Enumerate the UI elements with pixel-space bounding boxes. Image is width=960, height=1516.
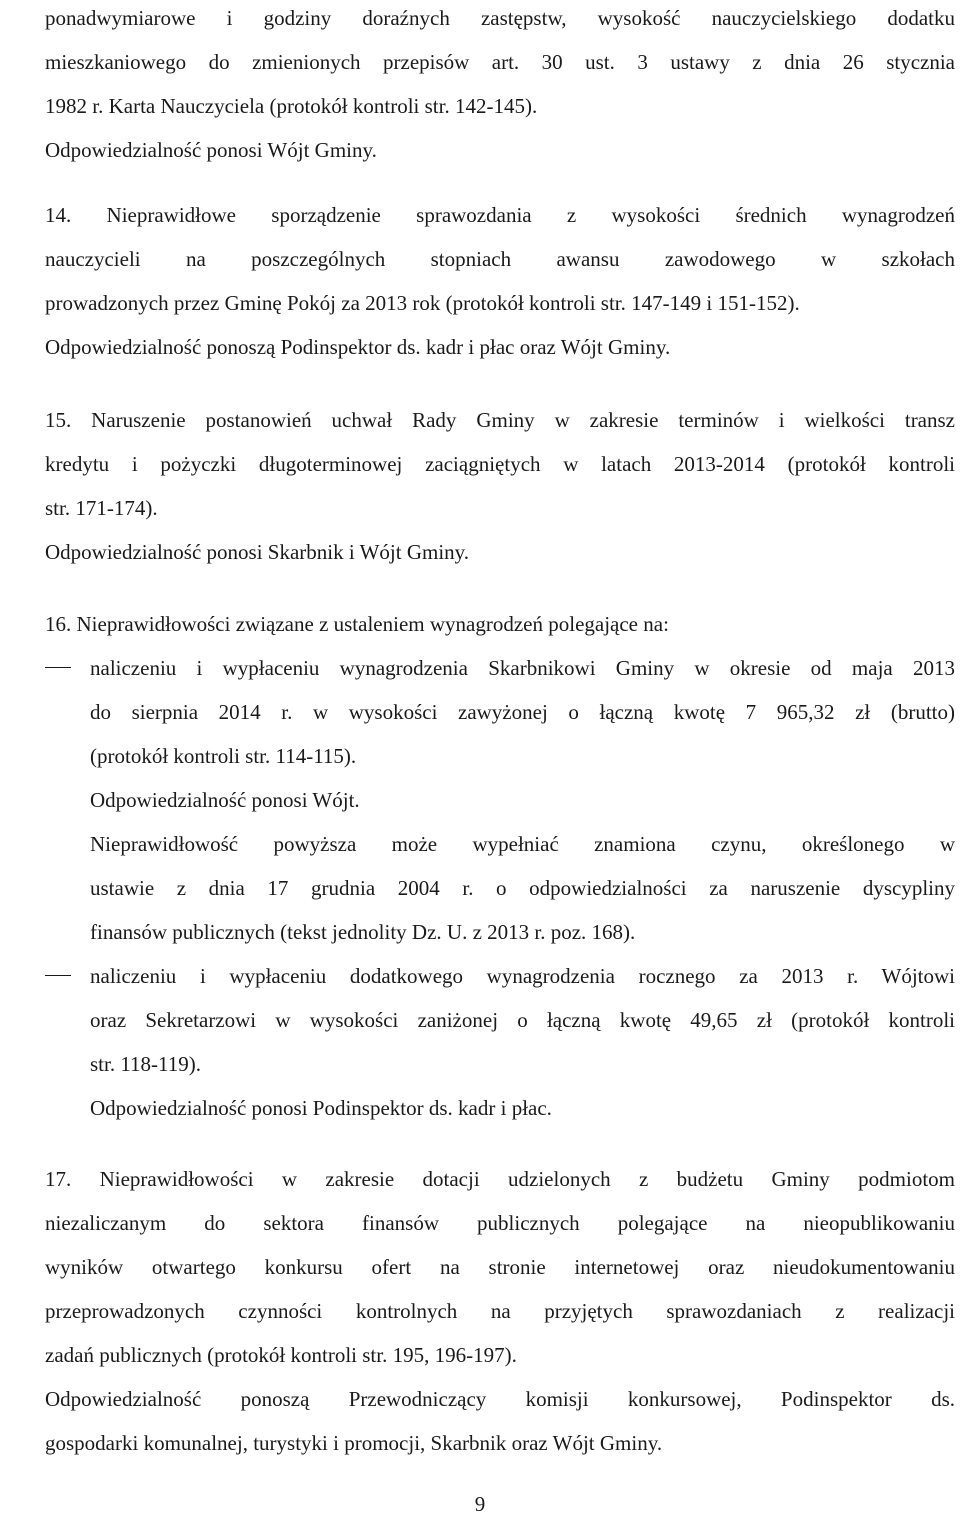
text-line: prowadzonych przez Gminę Pokój za 2013 rok (protokół kontroli str. 147-149 i 151-152).: [45, 291, 800, 315]
item-heading: 16. Nieprawidłowości związane z ustaleniem wynagrodzeń polegające na:: [45, 612, 669, 636]
responsibility-line: Odpowiedzialność ponoszą Przewodniczący komisji konkursowej, Podinspektor ds.: [45, 1387, 955, 1411]
text-line: 14. Nieprawidłowe sporządzenie sprawozdania z wysokości średnich wynagrodzeń: [45, 203, 955, 227]
text-line: kredytu i pożyczki długoterminowej zaciągniętych w latach 2013-2014 (protokół kontroli: [45, 452, 955, 476]
text-line: str. 118-119).: [90, 1052, 202, 1076]
text-line: ponadwymiarowe i godziny doraźnych zastępstw, wysokość nauczycielskiego dodatku: [45, 6, 955, 30]
page-number: 9: [474, 1492, 486, 1516]
responsibility-line: Odpowiedzialność ponosi Skarbnik i Wójt Gminy.: [45, 540, 470, 564]
text-line: przeprowadzonych czynności kontrolnych na przyjętych sprawozdaniach z realizacji: [45, 1299, 955, 1323]
text-line: finansów publicznych (tekst jednolity Dz. U. z 2013 r. poz. 168).: [90, 920, 636, 944]
responsibility-line: Odpowiedzialność ponosi Podinspektor ds. kadr i płac.: [90, 1096, 552, 1120]
dash-bullet: [45, 975, 71, 976]
text-line: str. 171-174).: [45, 496, 158, 520]
text-line: naliczeniu i wypłaceniu dodatkowego wynagrodzenia rocznego za 2013 r. Wójtowi: [90, 964, 955, 988]
text-line: 15. Naruszenie postanowień uchwał Rady Gminy w zakresie terminów i wielkości transz: [45, 408, 955, 432]
text-line: wyników otwartego konkursu ofert na stronie internetowej oraz nieudokumentowaniu: [45, 1255, 955, 1279]
text-line: (protokół kontroli str. 114-115).: [90, 744, 357, 768]
text-line: Nieprawidłowość powyższa może wypełniać znamiona czynu, określonego w: [90, 832, 955, 856]
responsibility-line: Odpowiedzialność ponosi Wójt Gminy.: [45, 138, 377, 162]
text-line: oraz Sekretarzowi w wysokości zaniżonej o łączną kwotę 49,65 zł (protokół kontroli: [90, 1008, 955, 1032]
text-line: naliczeniu i wypłaceniu wynagrodzenia Skarbnikowi Gminy w okresie od maja 2013: [90, 656, 955, 680]
responsibility-line: gospodarki komunalnej, turystyki i promocji, Skarbnik oraz Wójt Gminy.: [45, 1431, 663, 1455]
text-line: nauczycieli na poszczególnych stopniach awansu zawodowego w szkołach: [45, 247, 955, 271]
dash-bullet: [45, 667, 71, 668]
responsibility-line: Odpowiedzialność ponosi Wójt.: [90, 788, 360, 812]
text-line: mieszkaniowego do zmienionych przepisów art. 30 ust. 3 ustawy z dnia 26 stycznia: [45, 50, 955, 74]
responsibility-line: Odpowiedzialność ponoszą Podinspektor ds. kadr i płac oraz Wójt Gminy.: [45, 335, 671, 359]
text-line: ustawie z dnia 17 grudnia 2004 r. o odpowiedzialności za naruszenie dyscypliny: [90, 876, 955, 900]
text-line: do sierpnia 2014 r. w wysokości zawyżonej o łączną kwotę 7 965,32 zł (brutto): [90, 700, 955, 724]
text-line: 17. Nieprawidłowości w zakresie dotacji udzielonych z budżetu Gminy podmiotom: [45, 1167, 955, 1191]
text-line: niezaliczanym do sektora finansów publicznych polegające na nieopublikowaniu: [45, 1211, 955, 1235]
text-line: 1982 r. Karta Nauczyciela (protokół kontroli str. 142-145).: [45, 94, 538, 118]
text-line: zadań publicznych (protokół kontroli str. 195, 196-197).: [45, 1343, 517, 1367]
